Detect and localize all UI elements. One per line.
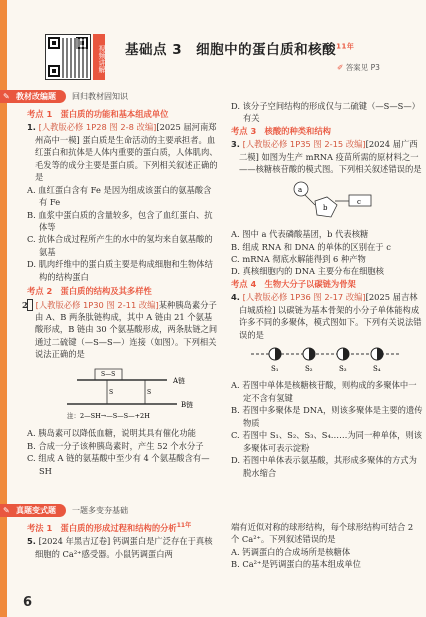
page-number: 6	[23, 595, 33, 610]
question-4: 4. [人教版必修 1P36 图 2-17 改编][2025 届吉林白城质检] 以碳链为基本骨架的小分子单体能构成许多不同的多聚体，模式图如下。下列有关说法错误的是	[231, 292, 422, 340]
option: B. 合成一分子该种胰岛素时，产生 52 个水分子	[27, 440, 204, 451]
chain-a-label: A链	[173, 376, 186, 385]
label-a: a	[298, 185, 303, 194]
question-1: 1. [人教版必修 1P28 图 2-8 改编][2025 届河南郑州高中一模] 蛋白质是生命活动的主要承担者。血红蛋白和抗体是人体内重要的蛋白质，人体肌肉、毛发等的成分主要是蛋白质。下列相关叙述正确的是	[27, 122, 218, 183]
answer-reference: ✐ 答案见 P3	[337, 63, 380, 72]
option: A. 胰岛素可以降低血糖，说明其具有催化功能	[27, 428, 196, 439]
section-label: ✎ 教材改编题	[0, 90, 66, 103]
chain-b-label: B链	[181, 400, 194, 409]
monomer-label: S₄	[373, 365, 381, 373]
option: B. 若图中多聚体是 DNA，则该多聚体是主要的遗传物质	[231, 405, 423, 428]
diagram-note: 注：2—SH→—S—S—+2H	[67, 411, 150, 420]
monomer-label: S₃	[339, 365, 347, 373]
topic-heading: 考点 4 生物大分子以碳链为骨架	[231, 278, 356, 289]
topic-heading: 考点 2 蛋白质的结构及其多样性	[27, 286, 152, 297]
nucleotide-diagram	[231, 179, 423, 226]
question-3: 3. [人教版必修 1P35 图 2-15 改编][2024 届广西二模] 如图为生产 mRNA 疫苗所需的原材料之一——核糖核苷酸的模式图。下列相关叙述错误的是	[231, 139, 422, 175]
option: B. 血浆中蛋白质的含量较多，包含了血红蛋白、抗体等	[27, 209, 213, 232]
question-2: 2 [人教版必修 1P30 图 2-11 改编]某种胰岛素分子由 A、B 两条肽链构成，其中 A 链由 21 个氨基酸形成，B 链由 30 个氨基酸形成，两条肽链之间通过二硫键（—S—S—）连接（如图）。下列相关说法正确的是	[22, 299, 218, 360]
option: D. 肌肉纤维中的蛋白质主要是构成细胞和生物体结构的结构蛋白	[27, 259, 213, 282]
option: C. 组成 A 链的氨基酸中至少有 4 个氨基酸含有—SH	[27, 453, 210, 476]
option: A. 图中 a 代表磷酸基团，b 代表核糖	[231, 229, 369, 240]
section-subtitle: 一题多变夯基础	[72, 505, 128, 515]
section-subtitle: 回归教材固知识	[72, 91, 128, 101]
insulin-diagram	[27, 364, 219, 425]
section-bar-textbook	[0, 90, 128, 103]
svg-text:S: S	[147, 388, 152, 396]
pencil-icon: ✐	[337, 63, 344, 72]
monomer-label: S₁	[271, 365, 279, 373]
question-5-cont: 端有近似对称的球形结构，每个球形结构可结合 2 个 Ca²⁺。下列叙述错误的是	[231, 522, 414, 545]
topic-heading: 考点 3 核酸的种类和结构	[231, 125, 331, 136]
svg-text:S—S: S—S	[101, 370, 116, 378]
section-bar-exam	[0, 504, 128, 517]
option: B. Ca²⁺是钙调蛋白的基本组成单位	[231, 559, 361, 570]
monomer-chain-diagram	[231, 344, 423, 377]
left-column	[22, 108, 219, 477]
topic-heading: 考点 1 蛋白质的功能和基本组成单位	[27, 109, 169, 119]
option: D. 若图中单体表示氨基酸，其形成多聚体的方式为脱水缩合	[231, 455, 417, 478]
option: A. 血红蛋白含有 Fe 是因为组成该蛋白的氨基酸含有 Fe	[27, 184, 212, 208]
question-5: 5. [2024 年黑吉辽卷] 钙调蛋白是广泛存在于真核细胞的 Ca²⁺感受器。小鼠钙调蛋白两	[27, 536, 213, 559]
label-b: b	[323, 203, 328, 212]
section-label: ✎ 真题变式题	[0, 504, 66, 517]
monomer-label: S₂	[305, 365, 313, 373]
qr-tag: 视频讲解	[93, 34, 105, 80]
page-title: 基础点 3 细胞中的蛋白质和核酸$^{11年}$	[125, 42, 355, 58]
option: B. 组成 RNA 和 DNA 的单体的区别在于 c	[231, 241, 391, 252]
bottom-left	[27, 521, 219, 560]
option: D. 真核细胞内的 DNA 主要分布在细胞核	[231, 266, 384, 277]
svg-text:S: S	[109, 388, 114, 396]
option: C. 抗体合成过程所产生的水中的氢均来自氨基酸的氨基	[27, 234, 213, 257]
option: C. mRNA 彻底水解能得到 6 种产物	[231, 253, 366, 264]
qr-code[interactable]	[45, 34, 91, 80]
option: A. 若图中单体是核糖核苷酸，则构成的多聚体中一定不含有氢键	[231, 380, 417, 403]
right-column	[231, 100, 423, 479]
method-heading: 考法 1 蛋白质的形成过程和结构的分析$^{11年}$	[27, 522, 192, 533]
option: C. 若图中 S₁、S₂、S₃、S₄……为同一种单体，则该多聚体可表示淀粉	[231, 430, 423, 453]
bottom-right	[231, 521, 423, 571]
option: A. 钙调蛋白的合成场所是核糖体	[231, 546, 351, 557]
option: D. 该分子空间结构的形成仅与二硫键（—S—S—）有关	[231, 101, 420, 124]
label-c: c	[357, 197, 361, 206]
